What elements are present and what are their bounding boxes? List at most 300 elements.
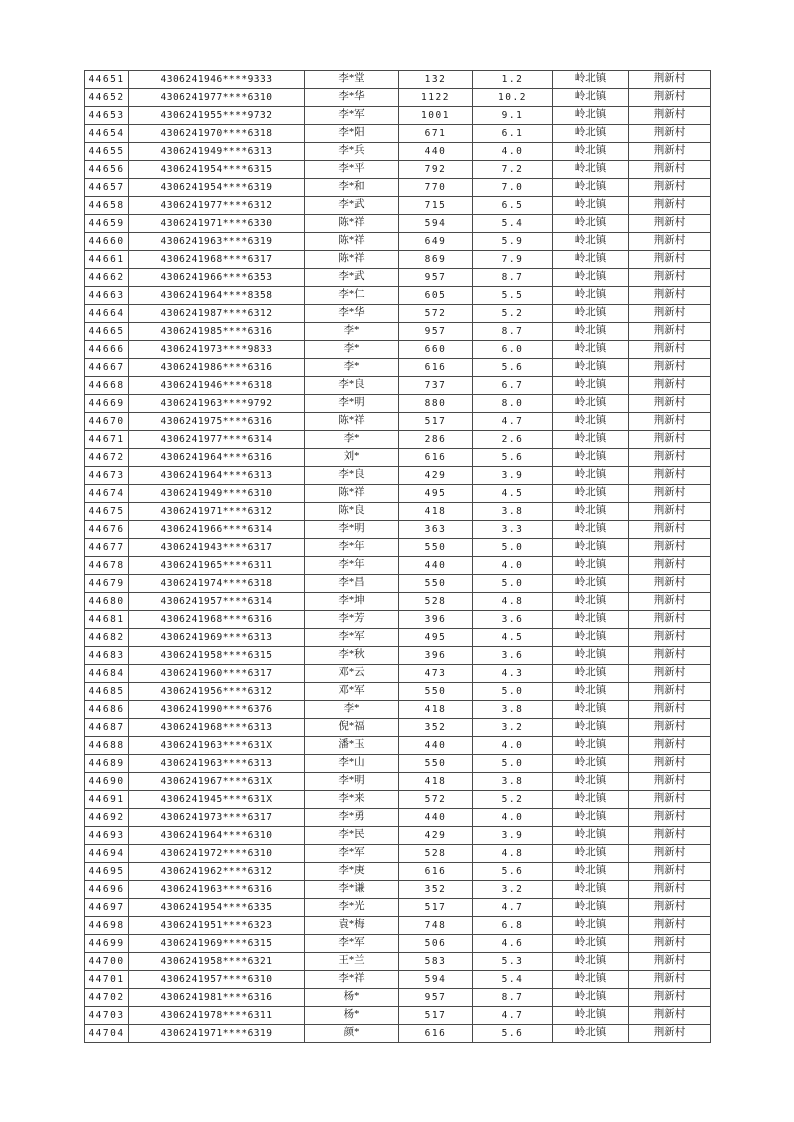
cell-masked-id-number: 4306241969****6315 <box>129 935 305 953</box>
cell-masked-id-number: 4306241990****6376 <box>129 701 305 719</box>
cell-village: 荆新村 <box>629 377 711 395</box>
cell-town: 岭北镇 <box>553 755 629 773</box>
cell-sequence-number: 44655 <box>85 143 129 161</box>
cell-sequence-number: 44664 <box>85 305 129 323</box>
cell-masked-id-number: 4306241968****6316 <box>129 611 305 629</box>
table-row <box>85 341 711 359</box>
cell-person-name: 李*坤 <box>305 593 399 611</box>
cell-rate: 8.7 <box>473 323 553 341</box>
table-row <box>85 809 711 827</box>
cell-village: 荆新村 <box>629 269 711 287</box>
table-row <box>85 323 711 341</box>
cell-town: 岭北镇 <box>553 323 629 341</box>
cell-sequence-number: 44652 <box>85 89 129 107</box>
cell-town: 岭北镇 <box>553 917 629 935</box>
cell-person-name: 李*军 <box>305 845 399 863</box>
cell-person-name: 倪*福 <box>305 719 399 737</box>
table-row <box>85 233 711 251</box>
cell-amount: 605 <box>399 287 473 305</box>
table-row <box>85 971 711 989</box>
cell-town: 岭北镇 <box>553 845 629 863</box>
cell-sequence-number: 44656 <box>85 161 129 179</box>
cell-masked-id-number: 4306241955****9732 <box>129 107 305 125</box>
cell-person-name: 邓*军 <box>305 683 399 701</box>
cell-rate: 3.8 <box>473 701 553 719</box>
table-row <box>85 197 711 215</box>
table-row <box>85 845 711 863</box>
cell-sequence-number: 44690 <box>85 773 129 791</box>
cell-rate: 3.9 <box>473 827 553 845</box>
cell-village: 荆新村 <box>629 611 711 629</box>
cell-rate: 2.6 <box>473 431 553 449</box>
cell-rate: 5.5 <box>473 287 553 305</box>
cell-masked-id-number: 4306241977****6312 <box>129 197 305 215</box>
cell-town: 岭北镇 <box>553 773 629 791</box>
cell-town: 岭北镇 <box>553 449 629 467</box>
cell-rate: 5.2 <box>473 305 553 323</box>
cell-person-name: 李* <box>305 431 399 449</box>
cell-sequence-number: 44688 <box>85 737 129 755</box>
cell-rate: 7.2 <box>473 161 553 179</box>
cell-rate: 1.2 <box>473 71 553 89</box>
cell-town: 岭北镇 <box>553 827 629 845</box>
cell-person-name: 李*谦 <box>305 881 399 899</box>
cell-masked-id-number: 4306241985****6316 <box>129 323 305 341</box>
cell-rate: 5.6 <box>473 1025 553 1043</box>
cell-masked-id-number: 4306241977****6310 <box>129 89 305 107</box>
cell-village: 荆新村 <box>629 971 711 989</box>
cell-person-name: 李*祥 <box>305 971 399 989</box>
table-row <box>85 359 711 377</box>
cell-village: 荆新村 <box>629 197 711 215</box>
cell-amount: 352 <box>399 881 473 899</box>
cell-town: 岭北镇 <box>553 503 629 521</box>
table-row <box>85 755 711 773</box>
cell-masked-id-number: 4306241964****6310 <box>129 827 305 845</box>
cell-rate: 6.7 <box>473 377 553 395</box>
cell-town: 岭北镇 <box>553 287 629 305</box>
cell-amount: 594 <box>399 971 473 989</box>
cell-village: 荆新村 <box>629 701 711 719</box>
cell-amount: 429 <box>399 827 473 845</box>
cell-sequence-number: 44677 <box>85 539 129 557</box>
cell-amount: 495 <box>399 629 473 647</box>
cell-person-name: 李*明 <box>305 521 399 539</box>
table-body <box>85 71 711 1043</box>
cell-village: 荆新村 <box>629 359 711 377</box>
cell-town: 岭北镇 <box>553 575 629 593</box>
table-row <box>85 71 711 89</box>
cell-village: 荆新村 <box>629 557 711 575</box>
table-row <box>85 287 711 305</box>
cell-masked-id-number: 4306241977****6314 <box>129 431 305 449</box>
cell-sequence-number: 44704 <box>85 1025 129 1043</box>
cell-masked-id-number: 4306241968****6317 <box>129 251 305 269</box>
table-row <box>85 647 711 665</box>
cell-person-name: 李*和 <box>305 179 399 197</box>
table-row <box>85 1025 711 1043</box>
cell-village: 荆新村 <box>629 917 711 935</box>
cell-rate: 5.6 <box>473 449 553 467</box>
cell-masked-id-number: 4306241963****6319 <box>129 233 305 251</box>
cell-masked-id-number: 4306241957****6314 <box>129 593 305 611</box>
cell-amount: 957 <box>399 323 473 341</box>
table-row <box>85 773 711 791</box>
cell-town: 岭北镇 <box>553 413 629 431</box>
table-row <box>85 881 711 899</box>
cell-village: 荆新村 <box>629 503 711 521</box>
cell-rate: 5.6 <box>473 863 553 881</box>
cell-amount: 649 <box>399 233 473 251</box>
cell-town: 岭北镇 <box>553 647 629 665</box>
cell-rate: 4.7 <box>473 1007 553 1025</box>
cell-sequence-number: 44672 <box>85 449 129 467</box>
cell-rate: 4.0 <box>473 557 553 575</box>
cell-town: 岭北镇 <box>553 485 629 503</box>
cell-sequence-number: 44683 <box>85 647 129 665</box>
cell-amount: 957 <box>399 989 473 1007</box>
cell-town: 岭北镇 <box>553 1007 629 1025</box>
cell-village: 荆新村 <box>629 593 711 611</box>
cell-sequence-number: 44701 <box>85 971 129 989</box>
cell-person-name: 陈*祥 <box>305 251 399 269</box>
cell-person-name: 陈*祥 <box>305 413 399 431</box>
cell-person-name: 李*华 <box>305 89 399 107</box>
cell-rate: 3.8 <box>473 773 553 791</box>
table-row <box>85 683 711 701</box>
cell-sequence-number: 44680 <box>85 593 129 611</box>
cell-sequence-number: 44673 <box>85 467 129 485</box>
cell-masked-id-number: 4306241958****6321 <box>129 953 305 971</box>
cell-amount: 594 <box>399 215 473 233</box>
cell-rate: 5.2 <box>473 791 553 809</box>
cell-masked-id-number: 4306241970****6318 <box>129 125 305 143</box>
cell-sequence-number: 44693 <box>85 827 129 845</box>
cell-person-name: 杨* <box>305 1007 399 1025</box>
cell-amount: 583 <box>399 953 473 971</box>
cell-rate: 3.6 <box>473 611 553 629</box>
cell-rate: 3.6 <box>473 647 553 665</box>
cell-town: 岭北镇 <box>553 215 629 233</box>
cell-person-name: 李* <box>305 341 399 359</box>
cell-town: 岭北镇 <box>553 611 629 629</box>
cell-person-name: 李*良 <box>305 377 399 395</box>
cell-rate: 6.0 <box>473 341 553 359</box>
table-row <box>85 485 711 503</box>
cell-town: 岭北镇 <box>553 395 629 413</box>
cell-amount: 352 <box>399 719 473 737</box>
cell-amount: 440 <box>399 809 473 827</box>
cell-amount: 396 <box>399 647 473 665</box>
cell-sequence-number: 44669 <box>85 395 129 413</box>
cell-sequence-number: 44685 <box>85 683 129 701</box>
cell-person-name: 李*兵 <box>305 143 399 161</box>
cell-amount: 517 <box>399 899 473 917</box>
cell-person-name: 邓*云 <box>305 665 399 683</box>
cell-rate: 7.0 <box>473 179 553 197</box>
cell-rate: 8.7 <box>473 269 553 287</box>
cell-person-name: 李*堂 <box>305 71 399 89</box>
cell-village: 荆新村 <box>629 683 711 701</box>
cell-masked-id-number: 4306241954****6315 <box>129 161 305 179</box>
cell-amount: 517 <box>399 413 473 431</box>
cell-village: 荆新村 <box>629 719 711 737</box>
cell-town: 岭北镇 <box>553 233 629 251</box>
cell-masked-id-number: 4306241986****6316 <box>129 359 305 377</box>
cell-amount: 671 <box>399 125 473 143</box>
cell-village: 荆新村 <box>629 863 711 881</box>
cell-amount: 440 <box>399 557 473 575</box>
cell-rate: 4.6 <box>473 935 553 953</box>
cell-person-name: 李* <box>305 323 399 341</box>
cell-town: 岭北镇 <box>553 989 629 1007</box>
cell-sequence-number: 44694 <box>85 845 129 863</box>
cell-masked-id-number: 4306241967****631X <box>129 773 305 791</box>
cell-person-name: 李* <box>305 701 399 719</box>
cell-amount: 572 <box>399 791 473 809</box>
cell-sequence-number: 44660 <box>85 233 129 251</box>
cell-amount: 616 <box>399 1025 473 1043</box>
table-row <box>85 143 711 161</box>
cell-person-name: 李*仁 <box>305 287 399 305</box>
cell-masked-id-number: 4306241973****9833 <box>129 341 305 359</box>
cell-sequence-number: 44686 <box>85 701 129 719</box>
cell-village: 荆新村 <box>629 953 711 971</box>
cell-rate: 7.9 <box>473 251 553 269</box>
table-row <box>85 701 711 719</box>
cell-sequence-number: 44667 <box>85 359 129 377</box>
cell-village: 荆新村 <box>629 233 711 251</box>
cell-person-name: 李*武 <box>305 197 399 215</box>
table-row <box>85 449 711 467</box>
cell-village: 荆新村 <box>629 395 711 413</box>
cell-rate: 5.0 <box>473 539 553 557</box>
cell-village: 荆新村 <box>629 215 711 233</box>
cell-rate: 3.9 <box>473 467 553 485</box>
cell-village: 荆新村 <box>629 845 711 863</box>
table-row <box>85 629 711 647</box>
cell-village: 荆新村 <box>629 809 711 827</box>
cell-amount: 418 <box>399 503 473 521</box>
cell-sequence-number: 44654 <box>85 125 129 143</box>
cell-town: 岭北镇 <box>553 557 629 575</box>
table-row <box>85 305 711 323</box>
cell-rate: 3.2 <box>473 719 553 737</box>
cell-amount: 506 <box>399 935 473 953</box>
cell-masked-id-number: 4306241963****9792 <box>129 395 305 413</box>
cell-person-name: 李*秋 <box>305 647 399 665</box>
table-row <box>85 431 711 449</box>
cell-rate: 3.8 <box>473 503 553 521</box>
cell-sequence-number: 44675 <box>85 503 129 521</box>
cell-masked-id-number: 4306241962****6312 <box>129 863 305 881</box>
cell-town: 岭北镇 <box>553 683 629 701</box>
cell-masked-id-number: 4306241943****6317 <box>129 539 305 557</box>
cell-rate: 8.0 <box>473 395 553 413</box>
cell-masked-id-number: 4306241969****6313 <box>129 629 305 647</box>
cell-town: 岭北镇 <box>553 791 629 809</box>
table-row <box>85 521 711 539</box>
cell-town: 岭北镇 <box>553 197 629 215</box>
table-row <box>85 827 711 845</box>
cell-rate: 8.7 <box>473 989 553 1007</box>
cell-masked-id-number: 4306241971****6330 <box>129 215 305 233</box>
cell-sequence-number: 44671 <box>85 431 129 449</box>
cell-person-name: 李*华 <box>305 305 399 323</box>
cell-town: 岭北镇 <box>553 899 629 917</box>
cell-person-name: 陈*祥 <box>305 233 399 251</box>
cell-masked-id-number: 4306241945****631X <box>129 791 305 809</box>
cell-village: 荆新村 <box>629 107 711 125</box>
table-row <box>85 251 711 269</box>
cell-village: 荆新村 <box>629 287 711 305</box>
cell-person-name: 王*兰 <box>305 953 399 971</box>
table-row <box>85 107 711 125</box>
cell-village: 荆新村 <box>629 431 711 449</box>
cell-sequence-number: 44679 <box>85 575 129 593</box>
cell-amount: 550 <box>399 575 473 593</box>
cell-rate: 5.0 <box>473 683 553 701</box>
cell-masked-id-number: 4306241978****6311 <box>129 1007 305 1025</box>
cell-masked-id-number: 4306241968****6313 <box>129 719 305 737</box>
table-row <box>85 395 711 413</box>
cell-rate: 5.0 <box>473 575 553 593</box>
cell-town: 岭北镇 <box>553 593 629 611</box>
cell-amount: 440 <box>399 143 473 161</box>
table-row <box>85 269 711 287</box>
cell-rate: 4.8 <box>473 845 553 863</box>
cell-person-name: 李*军 <box>305 107 399 125</box>
cell-person-name: 李*来 <box>305 791 399 809</box>
cell-sequence-number: 44684 <box>85 665 129 683</box>
cell-amount: 880 <box>399 395 473 413</box>
cell-person-name: 李*明 <box>305 773 399 791</box>
cell-amount: 550 <box>399 683 473 701</box>
cell-amount: 363 <box>399 521 473 539</box>
cell-person-name: 陈*祥 <box>305 215 399 233</box>
cell-sequence-number: 44678 <box>85 557 129 575</box>
cell-sequence-number: 44663 <box>85 287 129 305</box>
cell-rate: 4.7 <box>473 413 553 431</box>
cell-town: 岭北镇 <box>553 971 629 989</box>
cell-amount: 528 <box>399 845 473 863</box>
cell-person-name: 李*良 <box>305 467 399 485</box>
cell-amount: 517 <box>399 1007 473 1025</box>
cell-masked-id-number: 4306241964****8358 <box>129 287 305 305</box>
cell-sequence-number: 44661 <box>85 251 129 269</box>
table-row <box>85 413 711 431</box>
cell-sequence-number: 44653 <box>85 107 129 125</box>
cell-amount: 528 <box>399 593 473 611</box>
table-row <box>85 665 711 683</box>
cell-masked-id-number: 4306241987****6312 <box>129 305 305 323</box>
cell-sequence-number: 44687 <box>85 719 129 737</box>
cell-village: 荆新村 <box>629 1007 711 1025</box>
cell-masked-id-number: 4306241981****6316 <box>129 989 305 1007</box>
cell-masked-id-number: 4306241956****6312 <box>129 683 305 701</box>
cell-rate: 4.0 <box>473 143 553 161</box>
table-row <box>85 719 711 737</box>
cell-village: 荆新村 <box>629 89 711 107</box>
table-row <box>85 467 711 485</box>
cell-village: 荆新村 <box>629 827 711 845</box>
cell-rate: 3.2 <box>473 881 553 899</box>
cell-village: 荆新村 <box>629 755 711 773</box>
cell-masked-id-number: 4306241957****6310 <box>129 971 305 989</box>
cell-sequence-number: 44702 <box>85 989 129 1007</box>
data-table <box>84 70 711 1043</box>
cell-amount: 792 <box>399 161 473 179</box>
cell-village: 荆新村 <box>629 467 711 485</box>
cell-town: 岭北镇 <box>553 863 629 881</box>
cell-amount: 1001 <box>399 107 473 125</box>
cell-masked-id-number: 4306241966****6353 <box>129 269 305 287</box>
cell-town: 岭北镇 <box>553 719 629 737</box>
cell-town: 岭北镇 <box>553 809 629 827</box>
cell-village: 荆新村 <box>629 305 711 323</box>
cell-sequence-number: 44676 <box>85 521 129 539</box>
cell-village: 荆新村 <box>629 647 711 665</box>
cell-sequence-number: 44695 <box>85 863 129 881</box>
table-row <box>85 737 711 755</box>
cell-village: 荆新村 <box>629 989 711 1007</box>
cell-rate: 5.4 <box>473 215 553 233</box>
cell-sequence-number: 44659 <box>85 215 129 233</box>
cell-person-name: 李*昌 <box>305 575 399 593</box>
cell-sequence-number: 44699 <box>85 935 129 953</box>
cell-sequence-number: 44703 <box>85 1007 129 1025</box>
cell-sequence-number: 44698 <box>85 917 129 935</box>
cell-town: 岭北镇 <box>553 89 629 107</box>
table-row <box>85 863 711 881</box>
table-row <box>85 161 711 179</box>
cell-amount: 616 <box>399 449 473 467</box>
cell-amount: 418 <box>399 773 473 791</box>
cell-rate: 6.8 <box>473 917 553 935</box>
cell-masked-id-number: 4306241963****6313 <box>129 755 305 773</box>
cell-person-name: 刘* <box>305 449 399 467</box>
cell-town: 岭北镇 <box>553 125 629 143</box>
cell-amount: 429 <box>399 467 473 485</box>
cell-sequence-number: 44692 <box>85 809 129 827</box>
cell-town: 岭北镇 <box>553 377 629 395</box>
cell-town: 岭北镇 <box>553 359 629 377</box>
cell-sequence-number: 44674 <box>85 485 129 503</box>
cell-village: 荆新村 <box>629 413 711 431</box>
cell-rate: 4.5 <box>473 629 553 647</box>
table-row <box>85 899 711 917</box>
cell-village: 荆新村 <box>629 629 711 647</box>
table-row <box>85 215 711 233</box>
cell-sequence-number: 44651 <box>85 71 129 89</box>
cell-village: 荆新村 <box>629 449 711 467</box>
cell-amount: 418 <box>399 701 473 719</box>
table-row <box>85 503 711 521</box>
cell-village: 荆新村 <box>629 521 711 539</box>
cell-amount: 286 <box>399 431 473 449</box>
cell-rate: 6.1 <box>473 125 553 143</box>
cell-masked-id-number: 4306241954****6319 <box>129 179 305 197</box>
table-row <box>85 377 711 395</box>
cell-rate: 4.0 <box>473 809 553 827</box>
cell-town: 岭北镇 <box>553 737 629 755</box>
cell-town: 岭北镇 <box>553 701 629 719</box>
cell-amount: 869 <box>399 251 473 269</box>
cell-person-name: 潘*玉 <box>305 737 399 755</box>
cell-amount: 616 <box>399 359 473 377</box>
table-row <box>85 179 711 197</box>
cell-village: 荆新村 <box>629 881 711 899</box>
